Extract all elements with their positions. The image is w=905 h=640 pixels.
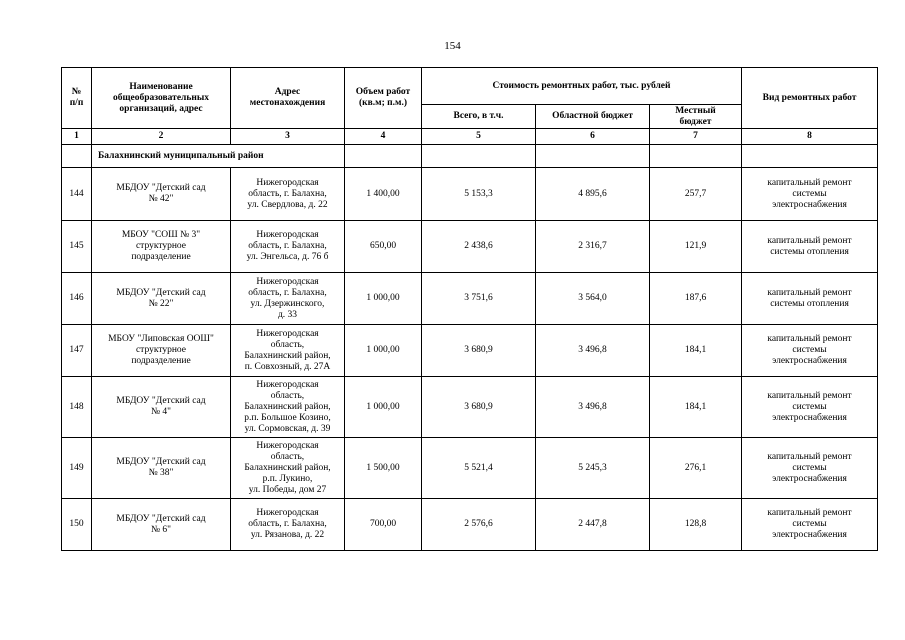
work-volume: 1 000,00 xyxy=(345,325,422,377)
organization-name: МБДОУ "Детский сад № 22" xyxy=(92,273,231,325)
organization-name: МБОУ "СОШ № 3" структурное подразделение xyxy=(92,221,231,273)
cost-total: 3 680,9 xyxy=(422,377,536,438)
repair-works-table xyxy=(61,67,878,551)
cost-local: 184,1 xyxy=(650,325,742,377)
work-type: капитальный ремонт системы электроснабжения xyxy=(742,325,878,377)
header-cost-group: Стоимость ремонтных работ, тыс. рублей xyxy=(422,68,742,105)
header-local-budget: Местный бюджет xyxy=(650,105,742,129)
cost-total: 3 680,9 xyxy=(422,325,536,377)
column-numbers-row xyxy=(62,129,878,145)
organization-address: Нижегородская область, г. Балахна, ул. Рязанова, д. 22 xyxy=(231,499,345,551)
organization-address: Нижегородская область, Балахнинский район, р.п. Лукино, ул. Победы, дом 27 xyxy=(231,438,345,499)
cost-regional: 4 895,6 xyxy=(536,168,650,221)
table-row xyxy=(62,273,878,325)
column-number: 6 xyxy=(536,129,650,145)
header-total: Всего, в т.ч. xyxy=(422,105,536,129)
work-volume: 700,00 xyxy=(345,499,422,551)
work-type: капитальный ремонт системы электроснабжения xyxy=(742,168,878,221)
row-number: 146 xyxy=(62,273,92,325)
cost-local: 128,8 xyxy=(650,499,742,551)
organization-address: Нижегородская область, г. Балахна, ул. Энгельса, д. 76 б xyxy=(231,221,345,273)
cost-regional: 5 245,3 xyxy=(536,438,650,499)
header-work-volume: Объем работ (кв.м; п.м.) xyxy=(345,68,422,129)
table-row xyxy=(62,325,878,377)
work-volume: 1 000,00 xyxy=(345,377,422,438)
column-number: 8 xyxy=(742,129,878,145)
row-number: 147 xyxy=(62,325,92,377)
row-number: 145 xyxy=(62,221,92,273)
cost-local: 276,1 xyxy=(650,438,742,499)
header-row-number: № п/п xyxy=(62,68,92,129)
table-row xyxy=(62,499,878,551)
work-type: капитальный ремонт системы отопления xyxy=(742,273,878,325)
column-number: 1 xyxy=(62,129,92,145)
row-number: 150 xyxy=(62,499,92,551)
cost-local: 184,1 xyxy=(650,377,742,438)
work-volume: 1 500,00 xyxy=(345,438,422,499)
organization-name: МБОУ "Липовская ООШ" структурное подразделение xyxy=(92,325,231,377)
organization-address: Нижегородская область, г. Балахна, ул. Свердлова, д. 22 xyxy=(231,168,345,221)
row-number: 149 xyxy=(62,438,92,499)
district-name: Балахнинский муниципальный район xyxy=(92,145,345,168)
organization-name: МБДОУ "Детский сад № 42" xyxy=(92,168,231,221)
cost-total: 2 576,6 xyxy=(422,499,536,551)
column-number: 3 xyxy=(231,129,345,145)
organization-name: МБДОУ "Детский сад № 4" xyxy=(92,377,231,438)
cost-regional: 2 447,8 xyxy=(536,499,650,551)
table-row xyxy=(62,377,878,438)
column-number: 2 xyxy=(92,129,231,145)
header-work-type: Вид ремонтных работ xyxy=(742,68,878,129)
table-row xyxy=(62,438,878,499)
table-row xyxy=(62,168,878,221)
organization-name: МБДОУ "Детский сад № 6" xyxy=(92,499,231,551)
work-volume: 650,00 xyxy=(345,221,422,273)
organization-address: Нижегородская область, Балахнинский район, п. Совхозный, д. 27А xyxy=(231,325,345,377)
cost-regional: 3 564,0 xyxy=(536,273,650,325)
cost-regional: 3 496,8 xyxy=(536,377,650,438)
cost-total: 3 751,6 xyxy=(422,273,536,325)
work-type: капитальный ремонт системы электроснабжения xyxy=(742,377,878,438)
header-organization-name: Наименование общеобразовательных организаций, адрес xyxy=(92,68,231,129)
row-number: 148 xyxy=(62,377,92,438)
cost-total: 5 153,3 xyxy=(422,168,536,221)
cost-total: 2 438,6 xyxy=(422,221,536,273)
work-type: капитальный ремонт системы электроснабжения xyxy=(742,499,878,551)
header-regional-budget: Областной бюджет xyxy=(536,105,650,129)
cost-local: 257,7 xyxy=(650,168,742,221)
organization-address: Нижегородская область, г. Балахна, ул. Дзержинского, д. 33 xyxy=(231,273,345,325)
district-row xyxy=(62,145,878,168)
work-volume: 1 000,00 xyxy=(345,273,422,325)
cost-local: 121,9 xyxy=(650,221,742,273)
cost-local: 187,6 xyxy=(650,273,742,325)
cost-regional: 2 316,7 xyxy=(536,221,650,273)
cost-total: 5 521,4 xyxy=(422,438,536,499)
header-address: Адрес местонахождения xyxy=(231,68,345,129)
column-number: 7 xyxy=(650,129,742,145)
work-type: капитальный ремонт системы отопления xyxy=(742,221,878,273)
work-type: капитальный ремонт системы электроснабжения xyxy=(742,438,878,499)
organization-name: МБДОУ "Детский сад № 38" xyxy=(92,438,231,499)
column-number: 5 xyxy=(422,129,536,145)
column-number: 4 xyxy=(345,129,422,145)
table-row xyxy=(62,221,878,273)
page-number: 154 xyxy=(444,40,461,52)
organization-address: Нижегородская область, Балахнинский район, р.п. Большое Козино, ул. Сормовская, д. 39 xyxy=(231,377,345,438)
row-number: 144 xyxy=(62,168,92,221)
cost-regional: 3 496,8 xyxy=(536,325,650,377)
work-volume: 1 400,00 xyxy=(345,168,422,221)
